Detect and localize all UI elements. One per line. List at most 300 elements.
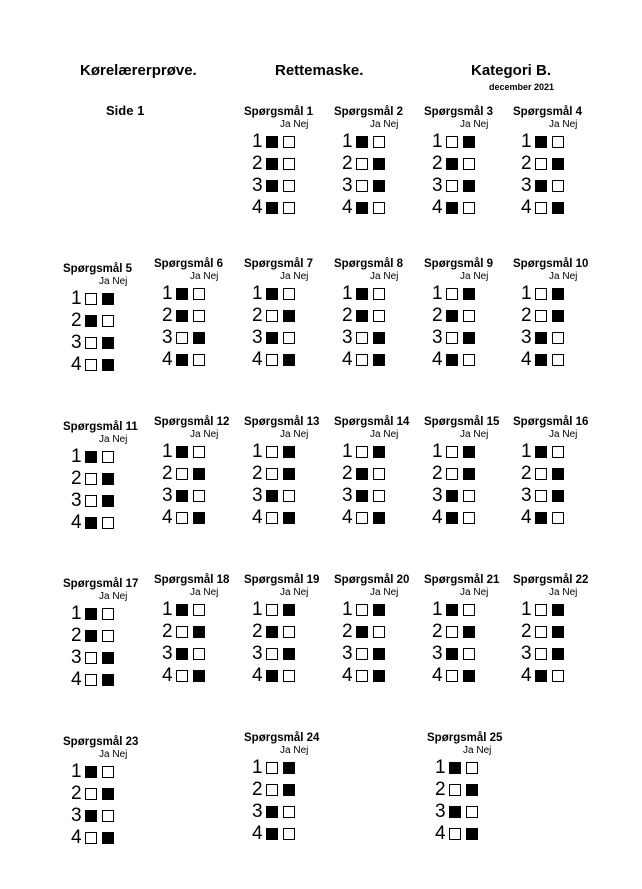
nej-checkbox[interactable] bbox=[463, 332, 475, 344]
answer-row bbox=[521, 197, 597, 219]
ja-checkbox[interactable] bbox=[85, 630, 97, 642]
ja-checkbox[interactable] bbox=[356, 354, 368, 366]
ja-checkbox[interactable] bbox=[85, 788, 97, 800]
ja-checkbox[interactable] bbox=[176, 446, 188, 458]
answer-number: 2 bbox=[432, 463, 443, 484]
nej-checkbox[interactable] bbox=[466, 762, 478, 774]
ja-checkbox[interactable] bbox=[446, 648, 458, 660]
answer-number: 1 bbox=[521, 283, 532, 304]
nej-checkbox[interactable] bbox=[283, 648, 295, 660]
ja-checkbox[interactable] bbox=[266, 784, 278, 796]
ja-checkbox[interactable] bbox=[85, 495, 97, 507]
nej-checkbox[interactable] bbox=[552, 446, 564, 458]
answer-row bbox=[252, 823, 328, 845]
answer-number: 3 bbox=[432, 327, 443, 348]
nej-checkbox[interactable] bbox=[102, 359, 114, 371]
ja-checkbox[interactable] bbox=[85, 674, 97, 686]
ja-checkbox[interactable] bbox=[176, 468, 188, 480]
nej-checkbox[interactable] bbox=[463, 604, 475, 616]
nej-checkbox[interactable] bbox=[283, 784, 295, 796]
nej-checkbox[interactable] bbox=[193, 490, 205, 502]
nej-checkbox[interactable] bbox=[373, 136, 385, 148]
ja-checkbox[interactable] bbox=[446, 136, 458, 148]
answer-row bbox=[162, 463, 238, 485]
answer-number: 1 bbox=[435, 757, 446, 778]
question-title: Spørgsmål 10 bbox=[513, 258, 589, 270]
ja-checkbox[interactable] bbox=[356, 512, 368, 524]
ja-checkbox[interactable] bbox=[266, 288, 278, 300]
ja-checkbox[interactable] bbox=[446, 626, 458, 638]
nej-checkbox[interactable] bbox=[283, 354, 295, 366]
answer-row bbox=[162, 283, 238, 305]
nej-checkbox[interactable] bbox=[463, 310, 475, 322]
nej-checkbox[interactable] bbox=[283, 670, 295, 682]
answer-row bbox=[162, 485, 238, 507]
ja-checkbox[interactable] bbox=[85, 810, 97, 822]
ja-checkbox[interactable] bbox=[266, 670, 278, 682]
ja-checkbox[interactable] bbox=[85, 451, 97, 463]
ja-checkbox[interactable] bbox=[176, 354, 188, 366]
ja-checkbox[interactable] bbox=[446, 310, 458, 322]
question-title: Spørgsmål 21 bbox=[424, 574, 500, 586]
question-title: Spørgsmål 22 bbox=[513, 574, 589, 586]
nej-checkbox[interactable] bbox=[552, 512, 564, 524]
nej-checkbox[interactable] bbox=[463, 468, 475, 480]
ja-checkbox[interactable] bbox=[535, 310, 547, 322]
nej-checkbox[interactable] bbox=[102, 608, 114, 620]
ja-label: Ja bbox=[99, 276, 110, 287]
nej-checkbox[interactable] bbox=[373, 490, 385, 502]
ja-checkbox[interactable] bbox=[266, 828, 278, 840]
nej-checkbox[interactable] bbox=[373, 604, 385, 616]
ja-checkbox[interactable] bbox=[266, 648, 278, 660]
answer-row bbox=[71, 783, 147, 805]
ja-checkbox[interactable] bbox=[535, 354, 547, 366]
ja-checkbox[interactable] bbox=[446, 158, 458, 170]
nej-label: Nej bbox=[473, 587, 489, 598]
ja-checkbox[interactable] bbox=[85, 473, 97, 485]
ja-checkbox[interactable] bbox=[356, 490, 368, 502]
ja-checkbox[interactable] bbox=[266, 806, 278, 818]
ja-checkbox[interactable] bbox=[85, 359, 97, 371]
answer-number: 2 bbox=[435, 779, 446, 800]
nej-checkbox[interactable] bbox=[463, 136, 475, 148]
question-title: Spørgsmål 11 bbox=[63, 421, 138, 433]
question-title: Spørgsmål 14 bbox=[334, 416, 410, 428]
answer-row bbox=[71, 446, 147, 468]
question-block bbox=[244, 106, 328, 219]
nej-checkbox[interactable] bbox=[373, 180, 385, 192]
question-block bbox=[334, 106, 418, 219]
nej-checkbox[interactable] bbox=[283, 446, 295, 458]
ja-checkbox[interactable] bbox=[85, 293, 97, 305]
nej-checkbox[interactable] bbox=[373, 626, 385, 638]
answer-number: 1 bbox=[432, 131, 443, 152]
nej-checkbox[interactable] bbox=[463, 158, 475, 170]
ja-checkbox[interactable] bbox=[535, 468, 547, 480]
ja-nej-header bbox=[244, 587, 328, 598]
nej-checkbox[interactable] bbox=[102, 652, 114, 664]
answer-number: 4 bbox=[521, 197, 532, 218]
answer-row bbox=[521, 485, 597, 507]
ja-checkbox[interactable] bbox=[535, 332, 547, 344]
answer-row bbox=[435, 757, 511, 779]
nej-checkbox[interactable] bbox=[552, 604, 564, 616]
ja-checkbox[interactable] bbox=[449, 828, 461, 840]
nej-checkbox[interactable] bbox=[373, 158, 385, 170]
question-title: Spørgsmål 3 bbox=[424, 106, 494, 118]
nej-checkbox[interactable] bbox=[102, 337, 114, 349]
answer-number: 4 bbox=[252, 507, 263, 528]
nej-checkbox[interactable] bbox=[373, 288, 385, 300]
nej-checkbox[interactable] bbox=[102, 495, 114, 507]
nej-checkbox[interactable] bbox=[102, 832, 114, 844]
ja-checkbox[interactable] bbox=[535, 158, 547, 170]
ja-label: Ja bbox=[370, 119, 381, 130]
ja-checkbox[interactable] bbox=[446, 604, 458, 616]
ja-checkbox[interactable] bbox=[449, 784, 461, 796]
nej-checkbox[interactable] bbox=[463, 202, 475, 214]
answer-number: 3 bbox=[162, 327, 173, 348]
nej-checkbox[interactable] bbox=[373, 310, 385, 322]
ja-checkbox[interactable] bbox=[266, 202, 278, 214]
nej-checkbox[interactable] bbox=[373, 468, 385, 480]
answer-row bbox=[71, 625, 147, 647]
nej-checkbox[interactable] bbox=[552, 310, 564, 322]
nej-checkbox[interactable] bbox=[283, 136, 295, 148]
ja-checkbox[interactable] bbox=[356, 670, 368, 682]
nej-checkbox[interactable] bbox=[552, 468, 564, 480]
nej-checkbox[interactable] bbox=[193, 446, 205, 458]
answer-number: 3 bbox=[521, 327, 532, 348]
answer-row bbox=[342, 283, 418, 305]
ja-checkbox[interactable] bbox=[449, 806, 461, 818]
nej-checkbox[interactable] bbox=[463, 648, 475, 660]
ja-checkbox[interactable] bbox=[356, 468, 368, 480]
nej-checkbox[interactable] bbox=[373, 670, 385, 682]
nej-checkbox[interactable] bbox=[373, 648, 385, 660]
nej-checkbox[interactable] bbox=[102, 674, 114, 686]
nej-checkbox[interactable] bbox=[463, 626, 475, 638]
ja-checkbox[interactable] bbox=[266, 490, 278, 502]
answer-row bbox=[432, 599, 508, 621]
answer-number: 3 bbox=[521, 643, 532, 664]
ja-nej-header bbox=[63, 276, 147, 287]
ja-label: Ja bbox=[463, 745, 474, 756]
question-title: Spørgsmål 5 bbox=[63, 263, 133, 275]
ja-checkbox[interactable] bbox=[176, 490, 188, 502]
nej-checkbox[interactable] bbox=[373, 202, 385, 214]
nej-checkbox[interactable] bbox=[193, 512, 205, 524]
ja-checkbox[interactable] bbox=[535, 446, 547, 458]
ja-checkbox[interactable] bbox=[356, 626, 368, 638]
nej-checkbox[interactable] bbox=[552, 158, 564, 170]
nej-checkbox[interactable] bbox=[283, 310, 295, 322]
nej-label: Nej bbox=[293, 429, 309, 440]
nej-checkbox[interactable] bbox=[283, 490, 295, 502]
ja-checkbox[interactable] bbox=[176, 670, 188, 682]
ja-label: Ja bbox=[370, 587, 381, 598]
nej-checkbox[interactable] bbox=[463, 354, 475, 366]
ja-checkbox[interactable] bbox=[356, 604, 368, 616]
ja-checkbox[interactable] bbox=[266, 626, 278, 638]
ja-checkbox[interactable] bbox=[85, 766, 97, 778]
answer-row bbox=[342, 349, 418, 371]
ja-label: Ja bbox=[460, 119, 471, 130]
nej-checkbox[interactable] bbox=[463, 288, 475, 300]
ja-checkbox[interactable] bbox=[266, 468, 278, 480]
ja-nej-header bbox=[244, 745, 328, 756]
nej-checkbox[interactable] bbox=[552, 354, 564, 366]
ja-checkbox[interactable] bbox=[356, 310, 368, 322]
nej-label: Nej bbox=[562, 271, 578, 282]
nej-checkbox[interactable] bbox=[373, 512, 385, 524]
answer-row bbox=[71, 647, 147, 669]
nej-checkbox[interactable] bbox=[102, 788, 114, 800]
answer-number: 2 bbox=[432, 305, 443, 326]
question-block bbox=[513, 574, 597, 687]
nej-checkbox[interactable] bbox=[463, 446, 475, 458]
ja-checkbox[interactable] bbox=[446, 354, 458, 366]
ja-checkbox[interactable] bbox=[176, 288, 188, 300]
ja-checkbox[interactable] bbox=[85, 832, 97, 844]
nej-checkbox[interactable] bbox=[466, 784, 478, 796]
ja-checkbox[interactable] bbox=[176, 626, 188, 638]
ja-checkbox[interactable] bbox=[176, 648, 188, 660]
nej-checkbox[interactable] bbox=[193, 354, 205, 366]
answer-number: 4 bbox=[432, 507, 443, 528]
ja-label: Ja bbox=[460, 429, 471, 440]
nej-checkbox[interactable] bbox=[193, 626, 205, 638]
ja-checkbox[interactable] bbox=[356, 180, 368, 192]
ja-checkbox[interactable] bbox=[446, 180, 458, 192]
question-block bbox=[154, 258, 238, 371]
ja-checkbox[interactable] bbox=[449, 762, 461, 774]
nej-label: Nej bbox=[293, 745, 309, 756]
nej-checkbox[interactable] bbox=[283, 468, 295, 480]
nej-checkbox[interactable] bbox=[552, 670, 564, 682]
nej-checkbox[interactable] bbox=[283, 332, 295, 344]
ja-checkbox[interactable] bbox=[446, 512, 458, 524]
answer-row bbox=[252, 197, 328, 219]
nej-checkbox[interactable] bbox=[283, 604, 295, 616]
ja-label: Ja bbox=[460, 587, 471, 598]
answer-number: 4 bbox=[162, 665, 173, 686]
ja-checkbox[interactable] bbox=[176, 332, 188, 344]
ja-checkbox[interactable] bbox=[446, 332, 458, 344]
nej-checkbox[interactable] bbox=[373, 446, 385, 458]
ja-checkbox[interactable] bbox=[446, 490, 458, 502]
answer-row bbox=[252, 643, 328, 665]
nej-checkbox[interactable] bbox=[552, 288, 564, 300]
ja-checkbox[interactable] bbox=[356, 332, 368, 344]
nej-checkbox[interactable] bbox=[552, 180, 564, 192]
question-title: Spørgsmål 1 bbox=[244, 106, 314, 118]
nej-checkbox[interactable] bbox=[102, 293, 114, 305]
answer-row bbox=[252, 327, 328, 349]
nej-checkbox[interactable] bbox=[552, 332, 564, 344]
nej-checkbox[interactable] bbox=[552, 202, 564, 214]
answer-row bbox=[521, 599, 597, 621]
ja-checkbox[interactable] bbox=[446, 468, 458, 480]
ja-checkbox[interactable] bbox=[266, 512, 278, 524]
nej-checkbox[interactable] bbox=[463, 180, 475, 192]
nej-checkbox[interactable] bbox=[283, 180, 295, 192]
nej-checkbox[interactable] bbox=[466, 828, 478, 840]
answer-row bbox=[252, 175, 328, 197]
nej-label: Nej bbox=[112, 591, 128, 602]
nej-checkbox[interactable] bbox=[283, 762, 295, 774]
ja-checkbox[interactable] bbox=[535, 604, 547, 616]
ja-checkbox[interactable] bbox=[266, 604, 278, 616]
nej-checkbox[interactable] bbox=[193, 332, 205, 344]
nej-checkbox[interactable] bbox=[552, 136, 564, 148]
nej-checkbox[interactable] bbox=[283, 158, 295, 170]
ja-checkbox[interactable] bbox=[446, 670, 458, 682]
nej-checkbox[interactable] bbox=[552, 648, 564, 660]
nej-label: Nej bbox=[383, 271, 399, 282]
answer-number: 4 bbox=[252, 349, 263, 370]
ja-checkbox[interactable] bbox=[535, 626, 547, 638]
nej-checkbox[interactable] bbox=[102, 766, 114, 778]
ja-checkbox[interactable] bbox=[535, 670, 547, 682]
ja-checkbox[interactable] bbox=[176, 604, 188, 616]
answer-row bbox=[252, 779, 328, 801]
nej-checkbox[interactable] bbox=[466, 806, 478, 818]
answer-number: 2 bbox=[342, 621, 353, 642]
ja-checkbox[interactable] bbox=[85, 337, 97, 349]
ja-checkbox[interactable] bbox=[535, 648, 547, 660]
answer-row bbox=[252, 349, 328, 371]
answer-row bbox=[521, 463, 597, 485]
nej-checkbox[interactable] bbox=[283, 828, 295, 840]
answer-number: 3 bbox=[342, 485, 353, 506]
answer-row bbox=[71, 468, 147, 490]
ja-checkbox[interactable] bbox=[266, 332, 278, 344]
ja-checkbox[interactable] bbox=[266, 446, 278, 458]
ja-checkbox[interactable] bbox=[535, 180, 547, 192]
ja-checkbox[interactable] bbox=[85, 517, 97, 529]
ja-label: Ja bbox=[460, 271, 471, 282]
nej-checkbox[interactable] bbox=[552, 490, 564, 502]
answer-number: 2 bbox=[162, 463, 173, 484]
ja-checkbox[interactable] bbox=[266, 354, 278, 366]
nej-checkbox[interactable] bbox=[373, 332, 385, 344]
nej-checkbox[interactable] bbox=[193, 288, 205, 300]
ja-checkbox[interactable] bbox=[446, 288, 458, 300]
ja-checkbox[interactable] bbox=[85, 608, 97, 620]
answer-row bbox=[252, 621, 328, 643]
nej-checkbox[interactable] bbox=[102, 810, 114, 822]
nej-checkbox[interactable] bbox=[373, 354, 385, 366]
ja-checkbox[interactable] bbox=[266, 136, 278, 148]
nej-checkbox[interactable] bbox=[193, 310, 205, 322]
answer-number: 4 bbox=[342, 507, 353, 528]
ja-checkbox[interactable] bbox=[356, 288, 368, 300]
ja-checkbox[interactable] bbox=[85, 652, 97, 664]
answer-number: 1 bbox=[521, 599, 532, 620]
ja-checkbox[interactable] bbox=[356, 202, 368, 214]
nej-checkbox[interactable] bbox=[193, 468, 205, 480]
nej-checkbox[interactable] bbox=[463, 670, 475, 682]
nej-checkbox[interactable] bbox=[193, 670, 205, 682]
nej-checkbox[interactable] bbox=[283, 288, 295, 300]
ja-checkbox[interactable] bbox=[356, 158, 368, 170]
answer-row bbox=[521, 665, 597, 687]
ja-checkbox[interactable] bbox=[535, 288, 547, 300]
ja-checkbox[interactable] bbox=[535, 512, 547, 524]
answer-number: 2 bbox=[162, 305, 173, 326]
answer-row bbox=[252, 757, 328, 779]
nej-checkbox[interactable] bbox=[283, 202, 295, 214]
answer-row bbox=[432, 349, 508, 371]
answer-row bbox=[162, 349, 238, 371]
nej-checkbox[interactable] bbox=[193, 648, 205, 660]
nej-checkbox[interactable] bbox=[193, 604, 205, 616]
ja-nej-header bbox=[63, 591, 147, 602]
nej-checkbox[interactable] bbox=[283, 806, 295, 818]
ja-checkbox[interactable] bbox=[446, 202, 458, 214]
answer-row bbox=[521, 131, 597, 153]
nej-checkbox[interactable] bbox=[283, 626, 295, 638]
ja-nej-header bbox=[513, 587, 597, 598]
question-block bbox=[63, 421, 147, 534]
ja-nej-header bbox=[63, 749, 147, 760]
answer-number: 2 bbox=[252, 305, 263, 326]
category-label: Kategori B. bbox=[471, 62, 552, 79]
nej-checkbox[interactable] bbox=[463, 512, 475, 524]
ja-checkbox[interactable] bbox=[446, 446, 458, 458]
ja-checkbox[interactable] bbox=[535, 202, 547, 214]
ja-checkbox[interactable] bbox=[176, 310, 188, 322]
ja-checkbox[interactable] bbox=[85, 315, 97, 327]
nej-checkbox[interactable] bbox=[552, 626, 564, 638]
answer-number: 3 bbox=[71, 332, 82, 353]
nej-checkbox[interactable] bbox=[283, 512, 295, 524]
nej-checkbox[interactable] bbox=[463, 490, 475, 502]
answer-number: 2 bbox=[342, 153, 353, 174]
nej-checkbox[interactable] bbox=[102, 473, 114, 485]
nej-label: Nej bbox=[562, 587, 578, 598]
ja-checkbox[interactable] bbox=[535, 490, 547, 502]
nej-label: Nej bbox=[473, 429, 489, 440]
answer-number: 2 bbox=[342, 305, 353, 326]
ja-checkbox[interactable] bbox=[266, 310, 278, 322]
ja-checkbox[interactable] bbox=[266, 762, 278, 774]
ja-label: Ja bbox=[280, 587, 291, 598]
answer-number: 1 bbox=[71, 761, 82, 782]
ja-checkbox[interactable] bbox=[535, 136, 547, 148]
nej-checkbox[interactable] bbox=[102, 517, 114, 529]
ja-checkbox[interactable] bbox=[176, 512, 188, 524]
ja-checkbox[interactable] bbox=[356, 648, 368, 660]
ja-checkbox[interactable] bbox=[356, 446, 368, 458]
nej-checkbox[interactable] bbox=[102, 315, 114, 327]
nej-checkbox[interactable] bbox=[102, 451, 114, 463]
nej-checkbox[interactable] bbox=[102, 630, 114, 642]
ja-nej-header bbox=[427, 745, 511, 756]
answer-number: 3 bbox=[162, 485, 173, 506]
ja-nej-header bbox=[154, 271, 238, 282]
nej-label: Nej bbox=[293, 119, 309, 130]
ja-checkbox[interactable] bbox=[266, 180, 278, 192]
nej-label: Nej bbox=[112, 434, 128, 445]
answer-row bbox=[342, 599, 418, 621]
answer-number: 1 bbox=[252, 599, 263, 620]
ja-checkbox[interactable] bbox=[356, 136, 368, 148]
ja-checkbox[interactable] bbox=[266, 158, 278, 170]
ja-label: Ja bbox=[280, 745, 291, 756]
